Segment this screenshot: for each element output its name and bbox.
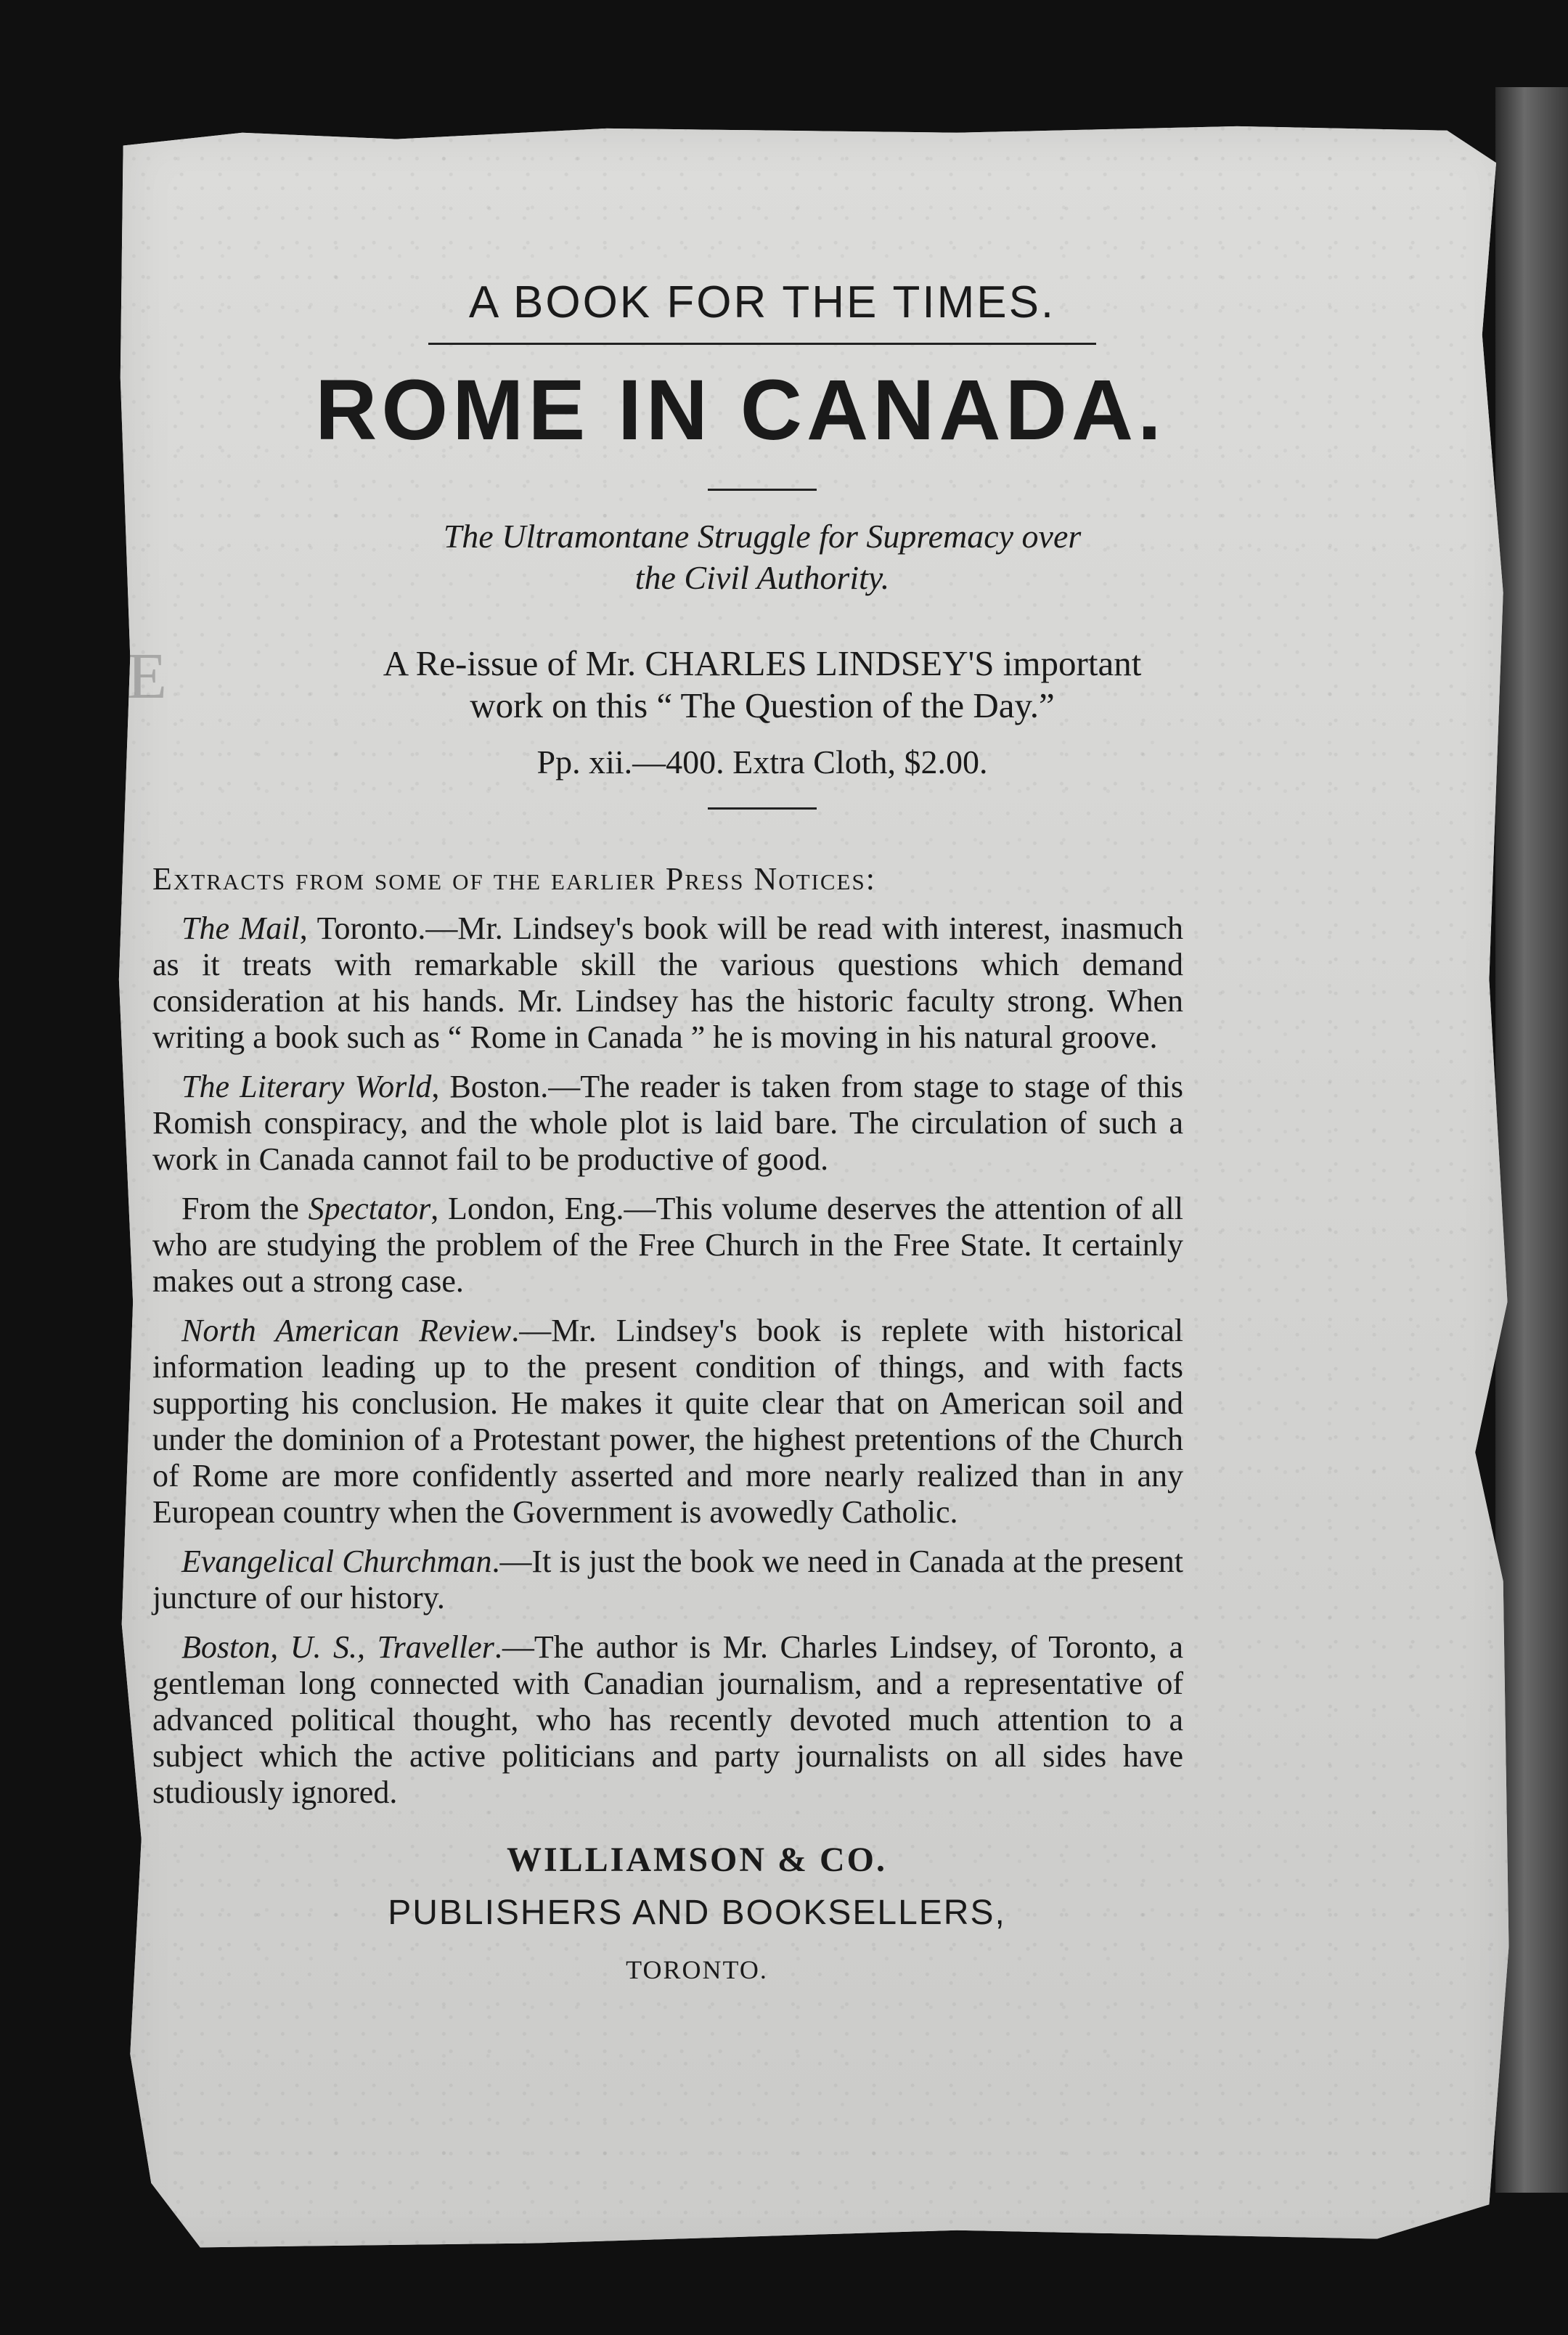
reissue-line: work on this “ The Question of the Day.” <box>470 685 1055 725</box>
notice-prefix: From the <box>181 1190 309 1226</box>
notice-source: North American Review <box>181 1312 512 1348</box>
notice-text: , Boston.—The reader is taken from stage to stage of this Romish conspiracy, and the whole plot is laid bare. The circulation of such a work in Canada cannot fail to be productive of good. <box>152 1068 1183 1177</box>
reissue-notice <box>167 643 1357 727</box>
subtitle-line: the Civil Authority. <box>634 559 890 597</box>
subtitle-line: The Ultramontane Struggle for Supremacy over <box>443 517 1082 555</box>
book-subtitle <box>196 516 1328 599</box>
press-notices-heading: Extracts from some of the earlier Press Notices: <box>152 860 876 897</box>
notice-source: Evangelical Churchman <box>181 1543 492 1579</box>
kicker-rule <box>428 343 1096 345</box>
reissue-line: A Re-issue of Mr. CHARLES LINDSEY'S important <box>383 643 1142 683</box>
notice-source: The Literary World <box>181 1068 432 1104</box>
notice-text: .—It is just the book we need in Canada at the present juncture of our history. <box>152 1543 1184 1615</box>
notice-text: , London, Eng.—This volume deserves the attention of all who are studying the problem of the Free Church in the Free State. It certainly makes out a strong case. <box>152 1190 1183 1299</box>
section-rule <box>708 807 817 810</box>
notice-text: .—Mr. Lindsey's book is replete with historical information leading up to the present condition of things, and with facts supporting his conclusion. He makes it quite clear that on American soil and under the dominion of a Protestant power, the highest pretentions of the Church of Rome are more confidently asserted and more nearly realized than in any European country when the Government is avowedly Catholic. <box>152 1312 1183 1530</box>
notice-text: , Toronto.—Mr. Lindsey's book will be read with interest, inasmuch as it treats with remarkable skill the various questions which demand consideration at his hands. Mr. Lindsey has the historic faculty strong. When writing a book such as “ Rome in Canada ” he is moving in his natural groove. <box>152 910 1183 1055</box>
press-notices <box>152 910 1328 1811</box>
publisher-city: TORONTO. <box>626 1955 768 1984</box>
press-notice <box>152 910 1183 1056</box>
publisher-block <box>152 1840 1241 1985</box>
notice-source: Boston, U. S., Traveller <box>181 1629 494 1665</box>
title-rule <box>708 489 817 491</box>
press-notice <box>152 1191 1183 1300</box>
notice-source: The Mail <box>181 910 300 946</box>
kicker-heading: A BOOK FOR THE TIMES. <box>468 277 1056 327</box>
publisher-name: WILLIAMSON & CO. <box>506 1840 888 1879</box>
press-notice <box>152 1313 1183 1531</box>
price-line: Pp. xii.—400. Extra Cloth, $2.00. <box>536 743 988 781</box>
book-title: ROME IN CANADA. <box>315 362 1166 459</box>
publisher-role: PUBLISHERS AND BOOKSELLERS, <box>388 1893 1006 1932</box>
bleed-through-mark: E <box>127 640 167 712</box>
press-notice <box>152 1069 1183 1178</box>
press-notice <box>152 1629 1183 1811</box>
advertisement-content <box>152 276 1328 1985</box>
press-notice <box>152 1544 1183 1616</box>
notice-text: .—The author is Mr. Charles Lindsey, of Toronto, a gentleman long connected with Canadian journalism, and a representative of advanced political thought, who has recently devoted much attention to a subject which the active politicians and party journalists on all sides have studiously ignored. <box>152 1629 1183 1810</box>
notice-source: Spectator <box>308 1190 431 1226</box>
